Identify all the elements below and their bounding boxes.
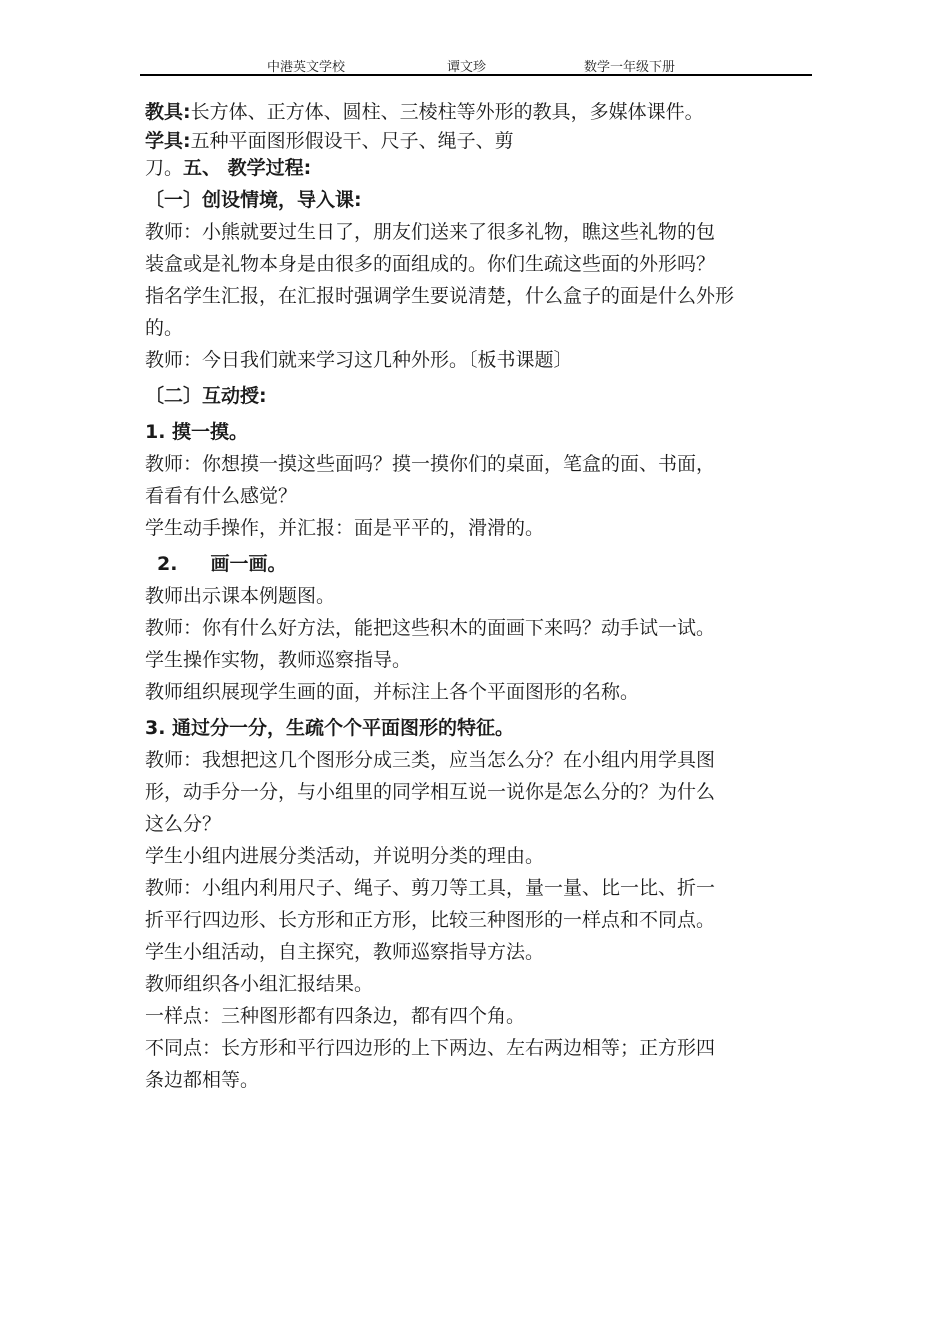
document-body: [145, 96, 825, 1096]
header-school: 中港英文学校: [267, 60, 346, 75]
page-header: [140, 54, 812, 76]
jiaoju-text: 长方体、正方体、圆柱、三棱柱等外形的教具，多媒体课件。: [190, 101, 704, 123]
xueju-cont-line: [145, 154, 825, 182]
p1-line-3: 指名学生汇报，在汇报时强调学生要说清楚，什么盒子的面是什么外形: [145, 285, 735, 307]
s3-line-5: 教师：小组内利用尺子、绳子、剪刀等工具，量一量、比一比、折一: [145, 877, 716, 899]
s3-line-11: 条边都相等。: [145, 1069, 260, 1091]
jiaoju-label: 教具:: [145, 101, 191, 123]
s1-line-2: 看看有什么感觉？: [145, 485, 298, 507]
p1-line-4: 的。: [145, 317, 184, 339]
p1-line-2: 装盒或是礼物本身是由很多的面组成的。你们生疏这些面的外形吗？: [145, 253, 716, 275]
xueju-text: 五种平面图形假设干、尺子、绳子、剪: [190, 130, 514, 152]
part2-title: 〔二〕互动授:: [145, 385, 267, 407]
s3-line-8: 教师组织各小组汇报结果。: [145, 973, 374, 995]
s2-line-4: 教师组织展现学生画的面，并标注上各个平面图形的名称。: [145, 681, 640, 703]
s3-line-4: 学生小组内进展分类活动，并说明分类的理由。: [145, 845, 545, 867]
s3-line-6: 折平行四边形、长方形和正方形，比较三种图形的一样点和不同点。: [145, 909, 716, 931]
p1-line-1: 教师：小熊就要过生日了，朋友们送来了很多礼物，瞧这些礼物的包: [145, 221, 716, 243]
section5-title: 五、 教学过程:: [183, 157, 312, 179]
p1-line-5: 教师：今日我们就来学习这几种外形。〔板书课题〕: [145, 349, 573, 371]
s3-line-2: 形，动手分一分，与小组里的同学相互说一说你是怎么分的？为什么: [145, 781, 716, 803]
s3-line-1: 教师：我想把这几个图形分成三类，应当怎么分？在小组内用学具图: [145, 749, 716, 771]
s1-line-3: 学生动手操作，并汇报：面是平平的，滑滑的。: [145, 517, 545, 539]
s3-line-7: 学生小组活动，自主探究，教师巡察指导方法。: [145, 941, 545, 963]
xueju-label: 学具:: [145, 130, 191, 152]
header-teacher: 谭文珍: [447, 60, 487, 75]
s1-title: 1. 摸一摸。: [145, 421, 249, 443]
s3-title: 3. 通过分一分，生疏个个平面图形的特征。: [145, 717, 515, 739]
s3-line-10: 不同点：长方形和平行四边形的上下两边、左右两边相等；正方形四: [145, 1037, 716, 1059]
s2-line-1: 教师出示课本例题图。: [145, 585, 336, 607]
part1-title: 〔一〕创设情境，导入课:: [145, 189, 362, 211]
jiaoju-line: [145, 96, 825, 128]
s1-line-1: 教师：你想摸一摸这些面吗？摸一摸你们的桌面，笔盒的面、书面，: [145, 453, 716, 475]
s2-line-3: 学生操作实物，教师巡察指导。: [145, 649, 412, 671]
xueju-line: [145, 128, 825, 154]
s3-line-9: 一样点：三种图形都有四条边，都有四个角。: [145, 1005, 526, 1027]
s2-title: 2. 画一画。: [157, 553, 287, 575]
header-subject: 数学一年级下册: [584, 60, 676, 75]
xueju-cont: 刀。: [145, 157, 184, 179]
s3-line-3: 这么分？: [145, 813, 222, 835]
s2-line-2: 教师：你有什么好方法，能把这些积木的面画下来吗？动手试一试。: [145, 617, 716, 639]
